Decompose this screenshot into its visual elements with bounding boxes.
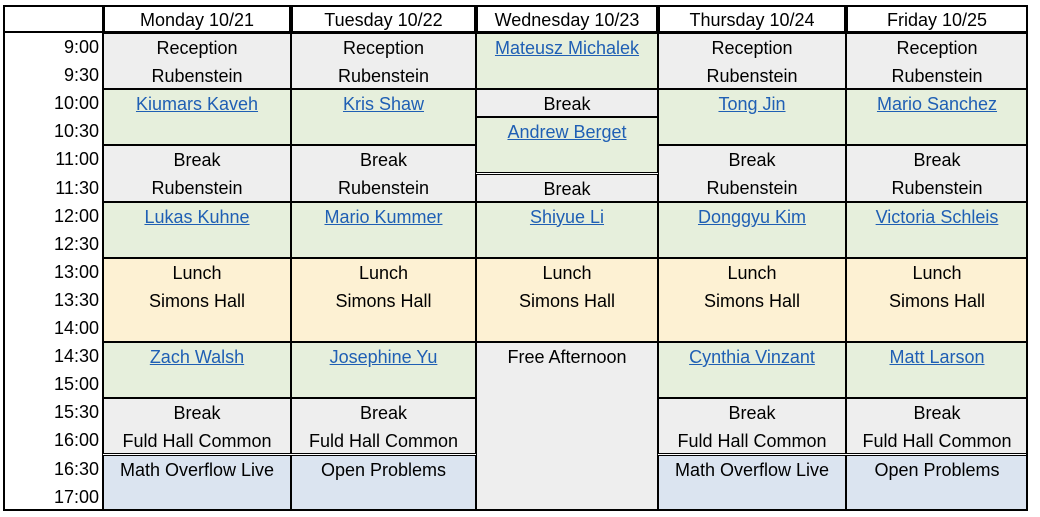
session-text: Fuld Hall Common (122, 431, 272, 452)
session-cell-lunch (291, 258, 476, 342)
session-cell-math-overflow-live (658, 455, 846, 511)
session-text: Lunch (172, 262, 222, 283)
speaker-link[interactable]: Donggyu Kim (697, 206, 807, 227)
speaker-link[interactable]: Tong Jin (718, 94, 786, 115)
speaker-link[interactable]: Andrew Berget (507, 122, 627, 143)
speaker-cell-kiumars-kaveh[interactable] (103, 89, 291, 145)
speaker-cell-lukas-kuhne[interactable] (103, 202, 291, 258)
session-text: Reception (156, 38, 238, 58)
day-header-friday-10-25: Friday 10/25 (846, 5, 1028, 33)
session-cell-lunch (103, 258, 291, 342)
session-text: Rubenstein (151, 66, 243, 86)
session-text: Rubenstein (891, 66, 983, 86)
session-text: Rubenstein (337, 66, 430, 86)
speaker-link[interactable]: Kiumars Kaveh (135, 94, 259, 115)
session-text: Break (728, 403, 776, 424)
time-label-10-00: 10:00 (53, 93, 99, 114)
session-text: Rubenstein (337, 178, 430, 199)
time-label-11-30: 11:30 (55, 177, 99, 198)
session-cell-break (103, 145, 291, 201)
session-cell-open-problems (846, 455, 1028, 511)
speaker-cell-cynthia-vinzant[interactable] (658, 342, 846, 398)
header-corner (3, 5, 103, 33)
time-label-12-30: 12:30 (53, 233, 99, 254)
session-text: Fuld Hall Common (677, 431, 827, 452)
time-label-15-30: 15:30 (53, 402, 99, 423)
session-text: Lunch (358, 262, 409, 283)
day-header-monday-10-21: Monday 10/21 (103, 5, 291, 33)
session-text: Break (728, 150, 776, 171)
time-label-13-30: 13:30 (53, 289, 99, 310)
session-text: Simons Hall (703, 290, 801, 311)
session-text: Break (543, 94, 591, 115)
session-text: Reception (896, 38, 978, 58)
speaker-link[interactable]: Zach Walsh (149, 347, 245, 368)
session-cell-reception (291, 33, 476, 89)
session-text: Break (913, 403, 961, 424)
session-text: Open Problems (320, 459, 447, 480)
speaker-link[interactable]: Mario Kummer (324, 206, 443, 227)
speaker-link[interactable]: Mateusz Michalek (494, 38, 640, 58)
speaker-cell-shiyue-li[interactable] (476, 202, 658, 258)
session-text: Math Overflow Live (119, 459, 275, 480)
time-label-9-00: 9:00 (63, 37, 99, 57)
speaker-link[interactable]: Shiyue Li (529, 206, 605, 227)
session-text: Break (359, 403, 408, 424)
speaker-cell-matt-larson[interactable] (846, 342, 1028, 398)
time-label-12-00: 12:00 (53, 205, 99, 226)
speaker-cell-tong-jin[interactable] (658, 89, 846, 145)
session-text: Break (359, 150, 408, 171)
speaker-link[interactable]: Josephine Yu (329, 347, 438, 368)
session-cell-break (658, 398, 846, 454)
speaker-link[interactable]: Kris Shaw (342, 94, 425, 115)
session-cell-lunch (658, 258, 846, 342)
speaker-cell-victoria-schleis[interactable] (846, 202, 1028, 258)
session-cell-break (103, 398, 291, 454)
time-label-14-30: 14:30 (53, 346, 99, 367)
session-cell-break (291, 145, 476, 201)
speaker-link[interactable]: Lukas Kuhne (144, 206, 250, 227)
speaker-cell-kris-shaw[interactable] (291, 89, 476, 145)
session-cell-break (846, 145, 1028, 201)
session-text: Reception (711, 38, 793, 58)
session-text: Simons Hall (335, 290, 432, 311)
session-text: Rubenstein (706, 178, 798, 199)
session-text: Simons Hall (148, 290, 246, 311)
session-text: Math Overflow Live (674, 459, 830, 480)
session-text: Break (173, 150, 221, 171)
session-text: Free Afternoon (507, 347, 627, 368)
session-cell-reception (658, 33, 846, 89)
session-cell-math-overflow-live (103, 455, 291, 511)
session-cell-break (476, 174, 658, 202)
speaker-cell-josephine-yu[interactable] (291, 342, 476, 398)
session-text: Rubenstein (891, 178, 983, 199)
day-header-wednesday-10-23: Wednesday 10/23 (476, 5, 658, 33)
time-label-17-00: 17:00 (53, 486, 99, 507)
session-text: Break (913, 150, 961, 171)
session-text: Lunch (727, 262, 777, 283)
session-cell-free-afternoon (476, 342, 658, 511)
session-text: Reception (342, 38, 425, 58)
session-cell-break (846, 398, 1028, 454)
time-label-14-00: 14:00 (53, 318, 99, 338)
speaker-cell-mario-sanchez[interactable] (846, 89, 1028, 145)
session-text: Fuld Hall Common (308, 431, 459, 452)
speaker-cell-mario-kummer[interactable] (291, 202, 476, 258)
session-text: Simons Hall (518, 290, 616, 311)
session-text: Rubenstein (706, 66, 798, 86)
speaker-cell-zach-walsh[interactable] (103, 342, 291, 398)
session-text: Lunch (542, 262, 592, 283)
session-cell-lunch (476, 258, 658, 342)
time-label-13-00: 13:00 (53, 261, 99, 282)
speaker-cell-andrew-berget[interactable] (476, 117, 658, 173)
speaker-cell-donggyu-kim[interactable] (658, 202, 846, 258)
speaker-cell-mateusz-michalek[interactable] (476, 33, 658, 89)
speaker-link[interactable]: Mario Sanchez (876, 94, 998, 115)
session-cell-reception (846, 33, 1028, 89)
session-cell-break (291, 398, 476, 454)
time-label-9-30: 9:30 (63, 65, 99, 86)
session-cell-lunch (846, 258, 1028, 342)
day-header-thursday-10-24: Thursday 10/24 (658, 5, 846, 33)
day-header-tuesday-10-22: Tuesday 10/22 (291, 5, 476, 33)
session-text: Open Problems (874, 459, 1000, 480)
speaker-link[interactable]: Victoria Schleis (875, 206, 999, 227)
session-text: Fuld Hall Common (862, 431, 1012, 452)
time-label-16-30: 16:30 (53, 458, 99, 479)
session-text: Break (543, 178, 591, 199)
session-cell-open-problems (291, 455, 476, 511)
speaker-link[interactable]: Cynthia Vinzant (689, 347, 815, 368)
time-label-16-00: 16:00 (53, 430, 99, 451)
time-label-11-00: 11:00 (55, 149, 99, 170)
session-text: Break (173, 403, 221, 424)
time-label-10-30: 10:30 (53, 121, 99, 142)
session-cell-reception (103, 33, 291, 89)
time-label-15-00: 15:00 (53, 374, 99, 395)
session-text: Simons Hall (888, 290, 986, 311)
session-cell-break (476, 89, 658, 117)
session-cell-break (658, 145, 846, 201)
session-text: Rubenstein (151, 178, 243, 199)
session-text: Lunch (912, 262, 962, 283)
speaker-link[interactable]: Matt Larson (889, 347, 985, 368)
